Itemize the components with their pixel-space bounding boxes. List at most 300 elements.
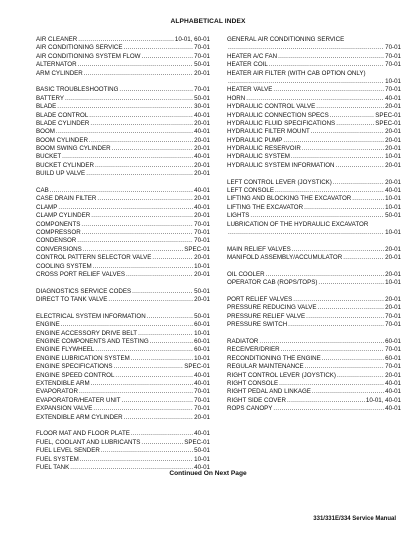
leader-dots [283, 137, 384, 145]
index-entry-label: DIAGNOSTICS SERVICE CODES [36, 287, 132, 295]
leader-dots [86, 170, 193, 178]
index-entry-page: SPEC-01 [184, 363, 210, 371]
leader-dots [108, 296, 193, 304]
index-entry-label: ENGINE FLYWHEEL [36, 346, 95, 354]
index-entry [36, 61, 210, 69]
index-entry-label: BATTERY [36, 94, 64, 102]
index-entry [227, 279, 401, 287]
leader-dots [121, 397, 193, 405]
index-entry [227, 78, 401, 86]
index-entry [227, 346, 401, 354]
index-entry-label: BUCKET [36, 153, 62, 161]
index-entry [36, 53, 210, 61]
leader-dots [273, 86, 384, 94]
index-entry [36, 162, 210, 170]
leader-dots [50, 187, 193, 195]
leader-dots [89, 137, 193, 145]
index-entry-page: 20-01 [385, 304, 401, 312]
index-entry-label: EVAPORATOR [36, 388, 78, 396]
index-entry [36, 414, 210, 422]
index-entry-page: 60-01 [385, 338, 401, 346]
index-entry [227, 70, 401, 78]
index-entry [36, 254, 210, 262]
index-entry-page: 70-01 [385, 346, 401, 354]
index-entry-page: 20-01 [385, 245, 401, 253]
index-entry-page: 40-01 [385, 380, 401, 387]
index-entry-page: 20-01 [385, 128, 401, 136]
index-entry-label: LIFTING AND BLOCKING THE EXCAVATOR [227, 195, 352, 203]
index-entry-page: 60-01 [385, 354, 401, 362]
index-entry-label: BUCKET CYLINDER [36, 161, 94, 169]
index-entry-label: COOLING SYSTEM [36, 262, 92, 270]
index-entry-label: COMPRESSOR [36, 228, 81, 236]
index-entry [227, 388, 401, 396]
index-entry [36, 120, 210, 128]
leader-dots [93, 263, 193, 271]
index-entry-label: EXPANSION VALVE [36, 405, 93, 413]
index-entry-page: 10-01 [385, 195, 401, 203]
index-entry-label: CAB [36, 187, 49, 195]
index-entry-label: ELECTRICAL SYSTEM INFORMATION [36, 312, 146, 320]
index-entry-label: EVAPORATOR/HEATER UNIT [36, 396, 121, 404]
index-entry [36, 271, 210, 279]
index-entry [36, 187, 210, 195]
index-entry-page: SPEC-01 [375, 111, 401, 119]
leader-dots [82, 229, 193, 237]
index-entry [227, 221, 401, 229]
index-entry-page: 60-01 [194, 321, 210, 329]
leader-dots [333, 179, 384, 187]
index-entry-label: BLADE CYLINDER [36, 119, 90, 127]
leader-dots [305, 363, 385, 371]
leader-dots [65, 95, 193, 103]
index-entry [36, 36, 210, 44]
continued-notice: Continued On Next Page [169, 470, 247, 477]
leader-dots [142, 53, 194, 61]
index-entry-label: CLAMP CYLINDER [36, 212, 91, 220]
page-title: ALPHABETICAL INDEX [170, 18, 246, 25]
index-entry-page: 20-01 [385, 136, 401, 144]
index-entry-page: 20-01 [194, 136, 210, 144]
index-entry-label: BOOM CYLINDER [36, 136, 88, 144]
index-entry-label: FUEL, COOLANT AND LUBRICANTS [36, 438, 141, 446]
index-entry-label: FLOOR MAT AND FLOOR PLATE [36, 430, 130, 438]
leader-dots [322, 355, 384, 363]
index-entry-page: 20-01 [194, 145, 210, 153]
leader-dots [288, 321, 384, 329]
index-entry [36, 204, 210, 212]
index-gap [227, 330, 401, 338]
index-entry [227, 321, 401, 329]
leader-dots [126, 271, 193, 279]
index-entry-label: BOOM [36, 128, 55, 136]
index-entry [227, 162, 401, 170]
index-entry-label: PRESSURE REDUCING VALVE [227, 304, 317, 312]
leader-dots [101, 447, 193, 455]
index-entry-label: RECONDITIONING THE ENGINE [227, 354, 321, 362]
index-entry-page: 10-01 [385, 203, 401, 211]
leader-dots [124, 414, 194, 422]
index-entry-page: 70-01 [385, 86, 401, 94]
index-entry [36, 355, 210, 363]
index-entry-page: 70-01 [385, 312, 401, 320]
index-gap [227, 263, 401, 271]
leader-dots [278, 53, 384, 61]
index-entry-label: HEATER AIR FILTER (WITH CAB OPTION ONLY) [227, 69, 366, 77]
index-entry-page: 10-01 [385, 77, 401, 85]
index-entry-page: 70-01 [194, 228, 210, 236]
index-entry-page: 70-01 [194, 220, 210, 228]
index-entry-page: 50-01 [194, 312, 210, 320]
leader-dots [93, 405, 193, 413]
index-entry [227, 95, 401, 103]
index-entry [36, 237, 210, 245]
index-entry-page: 50-01 [194, 287, 210, 295]
index-entry-label: RIGHT CONTROL LEVER (JOYSTICK) [227, 371, 336, 379]
index-entry-label: HORN [227, 94, 246, 102]
leader-dots [302, 145, 384, 153]
leader-dots [57, 103, 193, 111]
index-entry-label: HEATER COIL [227, 61, 268, 69]
leader-dots [138, 330, 193, 338]
index-entry-label: EXTENDIBLE ARM [36, 380, 90, 387]
index-entry-page: 10-01 [194, 455, 210, 463]
index-entry [227, 254, 401, 262]
index-gap [36, 179, 210, 187]
index-entry-page: 40-01 [385, 388, 401, 396]
index-entry-label: ROPS CANOPY [227, 405, 273, 413]
index-entry-page: 10-01 [385, 279, 401, 287]
leader-dots [61, 321, 193, 329]
index-entry-page: 70-01 [194, 86, 210, 94]
index-entry [36, 246, 210, 254]
index-entry-page: 20-01 [385, 178, 401, 186]
index-entry [36, 112, 210, 120]
index-entry-page: 20-01 [385, 145, 401, 153]
index-entry-label: BASIC TROUBLESHOOTING [36, 86, 119, 94]
index-entry-label: BOOM SWING CYLINDER [36, 145, 111, 153]
index-column-left [36, 36, 210, 472]
leader-dots [78, 61, 194, 69]
leader-dots [80, 456, 193, 464]
index-entry [227, 305, 401, 313]
index-entry-label: CONVERSIONS [36, 245, 82, 253]
leader-dots [131, 430, 193, 438]
index-entry-label: LUBRICATION OF THE HYDRAULIC EXCAVATOR [227, 220, 369, 228]
index-entry-page: 10-01, 60-01 [174, 35, 210, 43]
leader-dots [62, 153, 193, 161]
leader-dots [95, 162, 193, 170]
index-entry [227, 313, 401, 321]
index-entry [36, 321, 210, 329]
index-entry [36, 170, 210, 178]
index-entry-label: HYDRAULIC SYSTEM INFORMATION [227, 161, 335, 169]
index-entry-label: OPERATOR CAB (ROPS/TOPS) [227, 279, 318, 287]
leader-dots [275, 187, 384, 195]
index-entry-page: 50-01 [194, 61, 210, 69]
index-entry [227, 86, 401, 94]
index-entry-page: 60-01 [194, 346, 210, 354]
leader-dots [273, 405, 384, 413]
index-entry-page: 40-01 [194, 371, 210, 379]
leader-dots [306, 313, 384, 321]
index-entry-page: 20-01 [194, 69, 210, 77]
index-entry-label: RADIATOR [227, 338, 259, 346]
leader-dots [228, 78, 384, 86]
index-entry [36, 330, 210, 338]
index-entry-page: 70-01 [385, 321, 401, 329]
index-entry [36, 86, 210, 94]
index-entry [36, 128, 210, 136]
index-entry-page: 70-01 [385, 61, 401, 69]
index-entry [36, 363, 210, 371]
index-entry [36, 372, 210, 380]
index-entry-label: HEATER A/C FAN [227, 52, 278, 60]
index-entry [36, 95, 210, 103]
leader-dots [246, 95, 384, 103]
index-entry [227, 271, 401, 279]
index-entry-label: LIFTING THE EXCAVATOR [227, 203, 304, 211]
leader-dots [279, 380, 384, 388]
index-entry-label: ALTERNATOR [36, 61, 77, 69]
leader-dots [115, 372, 193, 380]
index-entry-page: 20-01 [194, 254, 210, 262]
index-entry-label: MAIN RELIEF VALVES [227, 245, 291, 253]
index-entry [227, 153, 401, 161]
index-entry-label: BLADE [36, 103, 57, 111]
index-entry [36, 145, 210, 153]
index-entry-label: HYDRAULIC FILTER MOUNT [227, 128, 310, 136]
index-entry [227, 397, 401, 405]
index-entry [227, 137, 401, 145]
index-entry-label: CONDENSOR [36, 237, 77, 245]
index-entry-label: CLAMP [36, 203, 58, 211]
index-entry-page: 70-01 [385, 44, 401, 52]
index-entry-page: 40-01 [194, 128, 210, 136]
index-entry-page: 20-01 [194, 270, 210, 278]
index-entry-page: 10-01 [194, 262, 210, 270]
index-entry [36, 195, 210, 203]
index-entry-label: CONTROL PATTERN SELECTOR VALVE [36, 254, 152, 262]
index-gap [227, 170, 401, 178]
leader-dots [91, 212, 193, 220]
index-entry-page: 40-01 [194, 380, 210, 387]
leader-dots [292, 246, 384, 254]
index-entry-label: RIGHT CONSOLE [227, 380, 279, 387]
manual-footer: 331/331E/334 Service Manual [313, 516, 396, 522]
index-entry-label: AIR CLEANER [36, 35, 78, 43]
index-entry-page: 10-01 [194, 329, 210, 337]
index-entry [227, 204, 401, 212]
index-entry [227, 53, 401, 61]
index-entry [36, 137, 210, 145]
leader-dots [112, 145, 194, 153]
index-entry-page: 40-01 [194, 430, 210, 438]
index-entry [36, 430, 210, 438]
leader-dots [56, 128, 193, 136]
index-entry [227, 179, 401, 187]
index-entry-label: RIGHT SIDE COVER [227, 396, 287, 404]
leader-dots [312, 388, 384, 396]
leader-dots [318, 304, 385, 312]
index-entry [227, 36, 401, 44]
index-entry [36, 296, 210, 304]
leader-dots [337, 372, 384, 380]
index-gap [36, 279, 210, 287]
index-entry [227, 120, 401, 128]
index-entry-page: 10-01 [385, 153, 401, 161]
index-entry-page: 20-01 [385, 371, 401, 379]
leader-dots [114, 363, 184, 371]
index-entry-label: AIR CONDITIONING SYSTEM FLOW [36, 52, 141, 60]
index-entry-page: 20-01 [385, 254, 401, 262]
leader-dots [91, 380, 194, 388]
index-entry-page: SPEC-01 [184, 438, 210, 446]
index-entry-label: BLADE CONTROL [36, 111, 89, 119]
index-entry-label: DIRECT TO TANK VALVE [36, 296, 108, 304]
index-entry-page: 10-01, 40-01 [365, 396, 401, 404]
index-entry [227, 246, 401, 254]
leader-dots [293, 296, 384, 304]
index-entry-label: HYDRAULIC SYSTEM [227, 153, 290, 161]
leader-dots [336, 120, 374, 128]
index-entry-label: FUEL LEVEL SENDER [36, 447, 100, 455]
leader-dots [287, 397, 365, 405]
index-entry [227, 112, 401, 120]
index-entry-page: 40-01 [385, 187, 401, 195]
index-entry-label: RECEIVER/DRIER [227, 346, 280, 354]
leader-dots [266, 271, 385, 279]
index-entry-page: 20-01 [385, 161, 401, 169]
index-entry [36, 439, 210, 447]
index-entry-label: RIGHT PEDAL AND LINKAGE [227, 388, 311, 396]
index-entry-label: HYDRAULIC CONNECTION SPECS [227, 111, 329, 119]
index-entry [36, 263, 210, 271]
index-gap [227, 237, 401, 245]
index-entry-label: ARM CYLINDER [36, 69, 83, 77]
index-column-right [227, 36, 401, 414]
index-entry-label: COMPONENTS [36, 220, 81, 228]
leader-dots [318, 279, 384, 287]
index-entry [227, 372, 401, 380]
index-entry-label: ENGINE [36, 321, 60, 329]
index-entry-page: 70-01 [194, 388, 210, 396]
leader-dots [78, 36, 174, 44]
leader-dots [77, 237, 193, 245]
index-entry [36, 288, 210, 296]
index-entry [227, 229, 401, 237]
leader-dots [228, 44, 384, 52]
index-entry [36, 346, 210, 354]
index-entry [227, 195, 401, 203]
leader-dots [228, 229, 384, 237]
index-gap [36, 422, 210, 430]
index-entry-page: 50-01 [385, 212, 401, 220]
index-entry-page: 70-01 [194, 396, 210, 404]
index-entry [227, 128, 401, 136]
index-entry-page: 20-01 [385, 296, 401, 304]
index-entry-label: CROSS PORT RELIEF VALVES [36, 270, 125, 278]
index-entry [36, 153, 210, 161]
leader-dots [152, 254, 193, 262]
leader-dots [79, 388, 193, 396]
index-entry [36, 397, 210, 405]
index-entry-label: ENGINE ACCESSORY DRIVE BELT [36, 329, 138, 337]
index-entry [36, 405, 210, 413]
index-entry-page: 20-01 [194, 413, 210, 421]
index-entry [227, 355, 401, 363]
index-entry [36, 338, 210, 346]
index-entry-page: 10-01 [385, 228, 401, 236]
index-entry-page: 40-01 [194, 463, 210, 471]
index-entry [36, 70, 210, 78]
index-entry-page: 40-01 [194, 111, 210, 119]
index-entry-page: 70-01 [194, 405, 210, 413]
leader-dots [84, 70, 193, 78]
leader-dots [259, 338, 384, 346]
index-entry-page: 50-01 [194, 94, 210, 102]
index-entry-label: EXTENDIBLE ARM CYLINDER [36, 413, 123, 421]
index-entry-page: 70-01 [194, 52, 210, 60]
index-entry-page: SPEC-01 [184, 245, 210, 253]
index-entry [36, 447, 210, 455]
leader-dots [90, 120, 193, 128]
leader-dots [150, 338, 194, 346]
index-entry-label: MANIFOLD ASSEMBLY/ACCUMULATOR [227, 254, 343, 262]
index-entry [227, 338, 401, 346]
index-entry-label: AIR CONDITIONING SERVICE [36, 44, 123, 52]
index-entry [227, 44, 401, 52]
index-gap [227, 288, 401, 296]
leader-dots [304, 204, 384, 212]
leader-dots [147, 313, 194, 321]
index-entry [227, 296, 401, 304]
index-entry-page: 20-01 [385, 270, 401, 278]
leader-dots [58, 204, 193, 212]
index-entry-label: CASE DRAIN FILTER [36, 195, 97, 203]
index-entry-label: PRESSURE SWITCH [227, 321, 288, 329]
index-entry-label: FUEL TANK [36, 463, 70, 471]
index-entry-page: 40-01 [194, 203, 210, 211]
index-entry-page: 70-01 [385, 52, 401, 60]
leader-dots [316, 103, 384, 111]
leader-dots [311, 128, 384, 136]
leader-dots [141, 439, 183, 447]
index-entry [227, 363, 401, 371]
index-entry-page: SPEC-01 [375, 119, 401, 127]
index-entry-page: 10-01 [194, 354, 210, 362]
leader-dots [124, 44, 194, 52]
index-entry-page: 20-01 [194, 170, 210, 178]
index-entry [227, 405, 401, 413]
leader-dots [269, 61, 384, 69]
index-entry-label: HYDRAULIC CONTROL VALVE [227, 103, 316, 111]
index-entry [36, 313, 210, 321]
index-entry-page: 40-01 [194, 187, 210, 195]
index-entry-label: ENGINE COMPONENTS AND TESTING [36, 338, 149, 346]
leader-dots [330, 112, 374, 120]
index-entry [36, 388, 210, 396]
index-entry [36, 229, 210, 237]
index-entry-page: 20-01 [385, 103, 401, 111]
index-entry-page: 20-01 [194, 119, 210, 127]
index-entry-page: 40-01 [385, 405, 401, 413]
index-entry [227, 103, 401, 111]
index-entry-page: 70-01 [385, 363, 401, 371]
index-entry [227, 61, 401, 69]
index-entry-label: HYDRAULIC FLUID SPECIFICATIONS [227, 119, 336, 127]
index-entry-page: 20-01 [194, 212, 210, 220]
